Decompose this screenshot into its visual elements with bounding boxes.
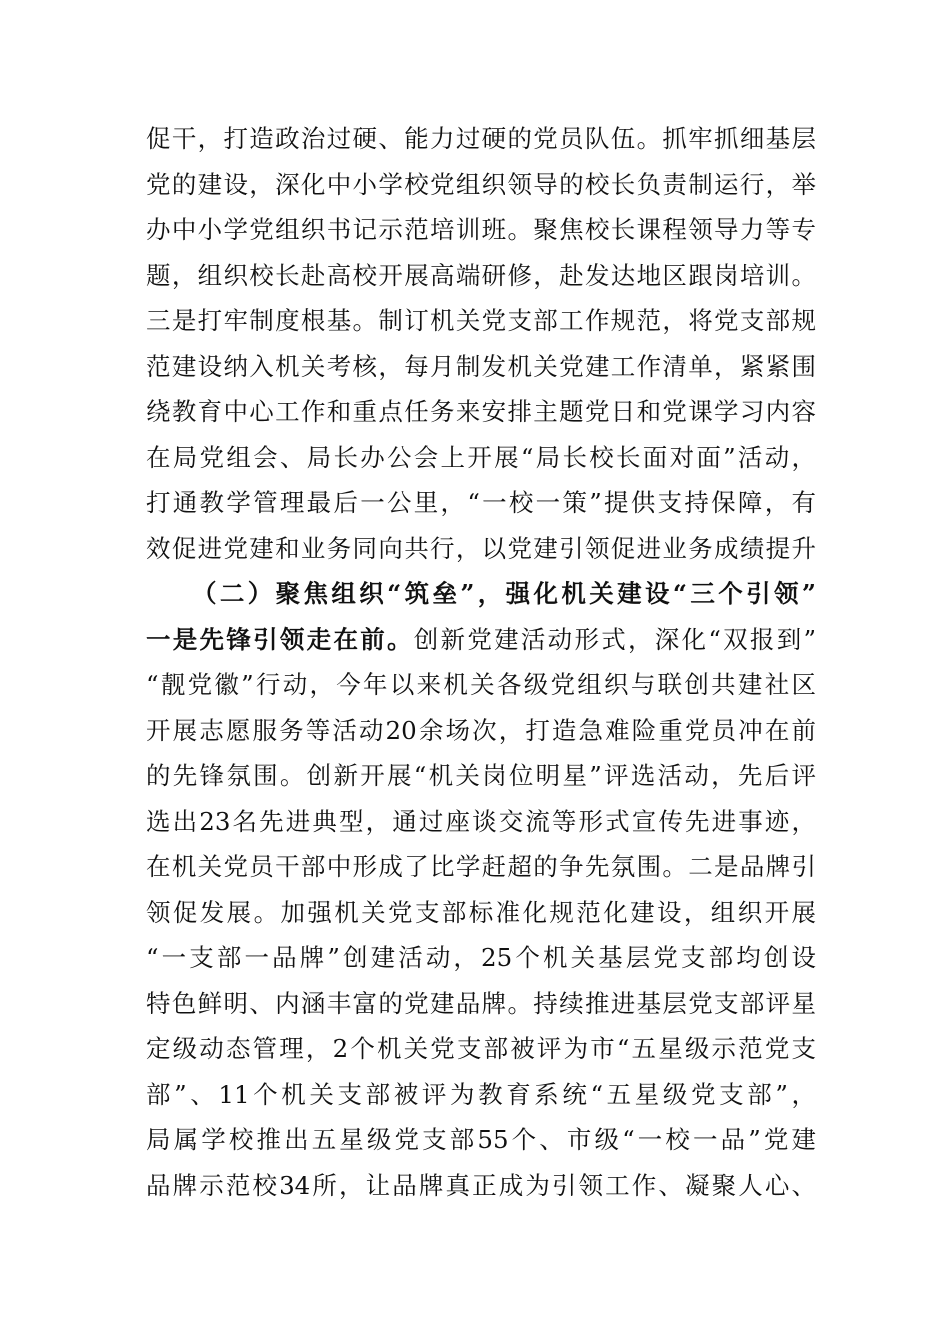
text-line: 开展志愿服务等活动20余场次，打造急难险重党员冲在前 xyxy=(146,715,816,745)
text-line: 促干，打造政治过硬、能力过硬的党员队伍。抓牢抓细基层 xyxy=(146,124,816,153)
text-line: 在局党组会、局长办公会上开展“局长校长面对面”活动， xyxy=(146,442,816,472)
text-line: 领促发展。加强机关党支部标准化规范化建设，组织开展 xyxy=(146,897,816,927)
text-line: 党的建设，深化中小学校党组织领导的校长负责制运行，举 xyxy=(146,169,816,199)
section-heading: （二）聚焦组织“筑垒”，强化机关建设“三个引领” xyxy=(192,579,816,608)
subheading-lead: 一是先锋引领走在前。 xyxy=(146,624,414,654)
text-line: “靓党徽”行动，今年以来机关各级党组织与联创共建社区 xyxy=(146,670,816,699)
text-line: 品牌示范校34所，让品牌真正成为引领工作、凝聚人心、 xyxy=(146,1170,816,1200)
text-line: 效促进党建和业务同向共行，以党建引领促进业务成绩提升 xyxy=(146,533,816,563)
text-line: 办中小学党组织书记示范培训班。聚焦校长课程领导力等专 xyxy=(146,215,816,244)
text-line-mixed xyxy=(146,617,816,663)
text-line: 特色鲜明、内涵丰富的党建品牌。持续推进基层党支部评星 xyxy=(146,988,816,1018)
body-text xyxy=(146,116,816,1208)
text-line: 局属学校推出五星级党支部55个、市级“一校一品”党建 xyxy=(146,1125,816,1154)
text-line: 在机关党员干部中形成了比学赶超的争先氛围。二是品牌引 xyxy=(146,852,816,881)
text-line: 三是打牢制度根基。制订机关党支部工作规范，将党支部规 xyxy=(146,306,816,335)
text-line: 打通教学管理最后一公里，“一校一策”提供支持保障，有 xyxy=(146,488,816,517)
text-line: 定级动态管理，2个机关党支部被评为市“五星级示范党支 xyxy=(146,1034,816,1063)
text-line: 范建设纳入机关考核，每月制发机关党建工作清单，紧紧围 xyxy=(146,351,816,381)
text-segment: 创新党建活动形式，深化“双报到” xyxy=(413,624,816,654)
text-line: 绕教育中心工作和重点任务来安排主题党日和党课学习内容 xyxy=(146,397,816,426)
text-line: 题，组织校长赴高校开展高端研修，赴发达地区跟岗培训。 xyxy=(146,260,816,290)
text-line: 的先锋氛围。创新开展“机关岗位明星”评选活动，先后评 xyxy=(146,761,816,790)
text-line: “一支部一品牌”创建活动，25个机关基层党支部均创设 xyxy=(146,943,816,972)
text-line: 选出23名先进典型，通过座谈交流等形式宣传先进事迹， xyxy=(146,806,816,836)
text-line: 部”、11个机关支部被评为教育系统“五星级党支部”， xyxy=(146,1079,816,1109)
